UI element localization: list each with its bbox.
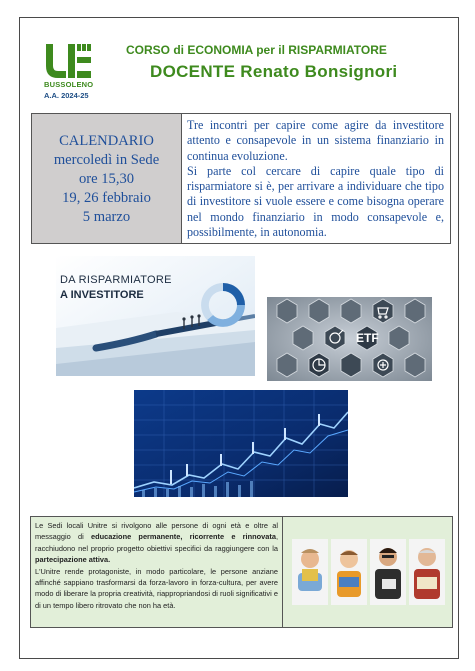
unitre-info-box [30,516,453,628]
unitre-text-3: L'Unitre rende protagoniste, in modo particolare, le persone anziane affinché sappiano trasformarsi da forza-lavoro in forza-cultura, per avere modo di liberare la propria creatività, riappropriandosi di ruoli significativi e di un tempo libero ritrovato che non ha età. [35,566,278,610]
calendar-time: ore 15,30 [78,171,135,187]
unitre-text-bold-1: educazione permanente, ricorrente e rinnovata [90,532,276,542]
photo-child [331,539,367,605]
unitre-description [31,517,283,627]
unitre-logo-icon [44,44,92,78]
photo-young-man [370,539,406,605]
unitre-text-1: Le Sedi locali Unitre si rivolgono alle persone di ogni età e oltre al messaggio di [35,521,278,542]
teacher-name: DOCENTE Renato Bonsignori [150,62,398,81]
unitre-text-bold-2: partecipazione attiva. [35,555,111,565]
stock-chart-image [134,390,348,497]
course-description [182,114,450,243]
calendar-dates-feb: 19, 26 febbraio [62,190,151,206]
info-box [31,113,451,244]
description-paragraph-1: Tre incontri per capire come agire da investitore attento e consapevole in un sistema finanziario in continua evoluzione. [187,118,444,163]
calendar-panel [32,114,182,243]
photo-baby [292,539,328,605]
description-paragraph-2: Si parte col cercare di capire quale tipo di risparmiatore si è, per arrivare a individuare che tipo di investitore si vuole essere e come bisogna operare nel mondo finanziario in modo consapevole e, possibilmente, in autonomia. [187,163,444,240]
investor-image-line2: A INVESTITORE [60,289,144,301]
course-title: CORSO di ECONOMIA per il RISPARMIATORE [126,43,387,57]
saver-to-investor-image [56,256,255,376]
logo-name: BUSSOLENO [44,80,94,89]
academic-year: A.A. 2024-25 [44,91,89,100]
unitre-text-2: , racchiudono nel proprio progetto obiettivi specifici da raggiungere con la [35,532,278,553]
photo-elderly-man [409,539,445,605]
age-photos [283,517,452,627]
calendar-heading: CALENDARIO [59,133,154,149]
etf-icons-image [267,297,432,381]
investor-image-line1: DA RISPARMIATORE [60,274,172,286]
calendar-day: mercoledì in Sede [53,152,160,168]
calendar-dates-mar: 5 marzo [82,209,131,225]
etf-label: ETF [356,331,379,345]
unitre-logo [44,44,96,104]
